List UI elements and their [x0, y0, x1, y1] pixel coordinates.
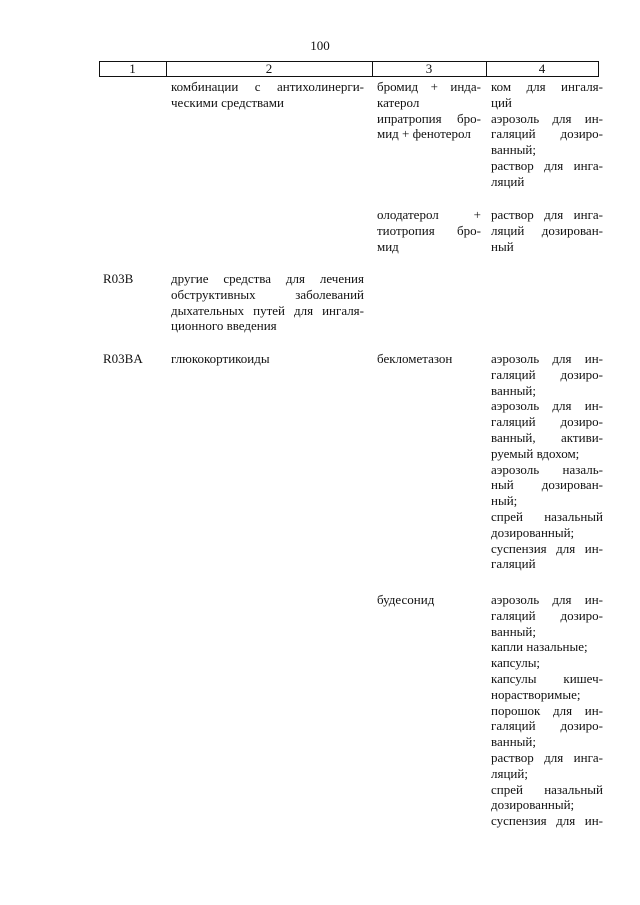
dosage-form-line: галяций дозиро-	[491, 414, 603, 430]
dosage-form-line: раствор для инга-	[491, 157, 603, 173]
dosage-form-line: руемый вдохом;	[491, 445, 580, 461]
column-divider	[598, 62, 599, 76]
dosage-form-line: галяций	[491, 556, 536, 572]
dosage-form-line: галяций дозиро-	[491, 607, 603, 623]
dosage-form-line: ляций;	[491, 765, 528, 781]
column-header-2: 2	[265, 61, 273, 76]
group-name-line: ческими средствами	[171, 94, 284, 110]
group-name	[171, 79, 364, 111]
atc-code: R03B	[103, 271, 134, 286]
drug-name-line: будесонид	[377, 592, 435, 607]
column-header-4: 4	[538, 61, 546, 76]
column-header-3: 3	[425, 61, 433, 76]
dosage-form-line: аэрозоль для ин-	[491, 398, 603, 414]
dosage-form-line: суспензия для ин-	[491, 813, 603, 829]
group-name-line: комбинации с антихолинерги-	[171, 79, 364, 94]
group-name	[171, 271, 364, 334]
drug-name	[377, 79, 481, 142]
dosage-forms	[491, 351, 603, 572]
dosage-form-line: суспензия для ин-	[491, 540, 603, 556]
group-name-line: дыхательных путей для ингаля-	[171, 302, 364, 318]
dosage-form-line: капли назальные;	[491, 639, 588, 655]
dosage-form-line: ванный;	[491, 382, 536, 398]
group-name	[171, 351, 364, 367]
dosage-form-line: ванный, активи-	[491, 429, 603, 445]
dosage-form-line: аэрозоль для ин-	[491, 110, 603, 126]
dosage-form-line: спрей назальный	[491, 508, 603, 524]
dosage-form-line: порошок для ин-	[491, 702, 603, 718]
dosage-form-line: норастворимые;	[491, 686, 581, 702]
drug-name	[377, 592, 481, 608]
dosage-form-line: дозированный;	[491, 524, 575, 540]
table-header-bottom-border	[99, 76, 599, 77]
drug-name-line: олодатерол +	[377, 207, 481, 222]
page-number: 100	[310, 38, 330, 53]
dosage-form-line: ванный;	[491, 142, 536, 158]
drug-name	[377, 351, 481, 367]
dosage-form-line: ляций	[491, 173, 525, 189]
drug-name-line: беклометазон	[377, 351, 453, 366]
dosage-form-line: капсулы;	[491, 655, 541, 671]
atc-code: R03BA	[103, 351, 143, 366]
drug-name-line: мид + фенотерол	[377, 126, 471, 142]
dosage-form-line: ком для ингаля-	[491, 79, 603, 94]
dosage-form-line: ванный;	[491, 623, 536, 639]
drug-name-line: бромид + инда-	[377, 79, 481, 94]
drug-name-line: тиотропия бро-	[377, 222, 481, 238]
drug-name	[377, 207, 481, 254]
drug-name-line: катерол	[377, 94, 420, 110]
drug-name-line: ипратропия бро-	[377, 110, 481, 126]
dosage-form-line: раствор для инга-	[491, 207, 603, 222]
dosage-form-line: ный дозирован-	[491, 477, 603, 493]
dosage-form-line: аэрозоль назаль-	[491, 461, 603, 477]
dosage-forms	[491, 79, 603, 190]
dosage-form-line: капсулы кишеч-	[491, 670, 603, 686]
dosage-forms	[491, 207, 603, 254]
dosage-form-line: ный	[491, 238, 514, 254]
dosage-form-line: галяций дозиро-	[491, 718, 603, 734]
column-header-1: 1	[129, 61, 136, 76]
dosage-form-line: спрей назальный	[491, 781, 603, 797]
group-name-line: обструктивных заболеваний	[171, 286, 364, 302]
dosage-form-line: ляций дозирован-	[491, 222, 603, 238]
group-name-line: ционного введения	[171, 318, 277, 334]
drug-name-line: мид	[377, 238, 399, 254]
group-name-line: глюкокортикоиды	[171, 351, 270, 366]
dosage-form-line: галяций дозиро-	[491, 366, 603, 382]
dosage-form-line: аэрозоль для ин-	[491, 592, 603, 607]
dosage-form-line: раствор для инга-	[491, 749, 603, 765]
dosage-form-line: ций	[491, 94, 512, 110]
dosage-form-line: аэрозоль для ин-	[491, 351, 603, 366]
dosage-form-line: дозированный;	[491, 797, 575, 813]
dosage-forms	[491, 592, 603, 829]
group-name-line: другие средства для лечения	[171, 271, 364, 286]
dosage-form-line: галяций дозиро-	[491, 126, 603, 142]
dosage-form-line: ванный;	[491, 734, 536, 750]
dosage-form-line: ный;	[491, 493, 518, 509]
